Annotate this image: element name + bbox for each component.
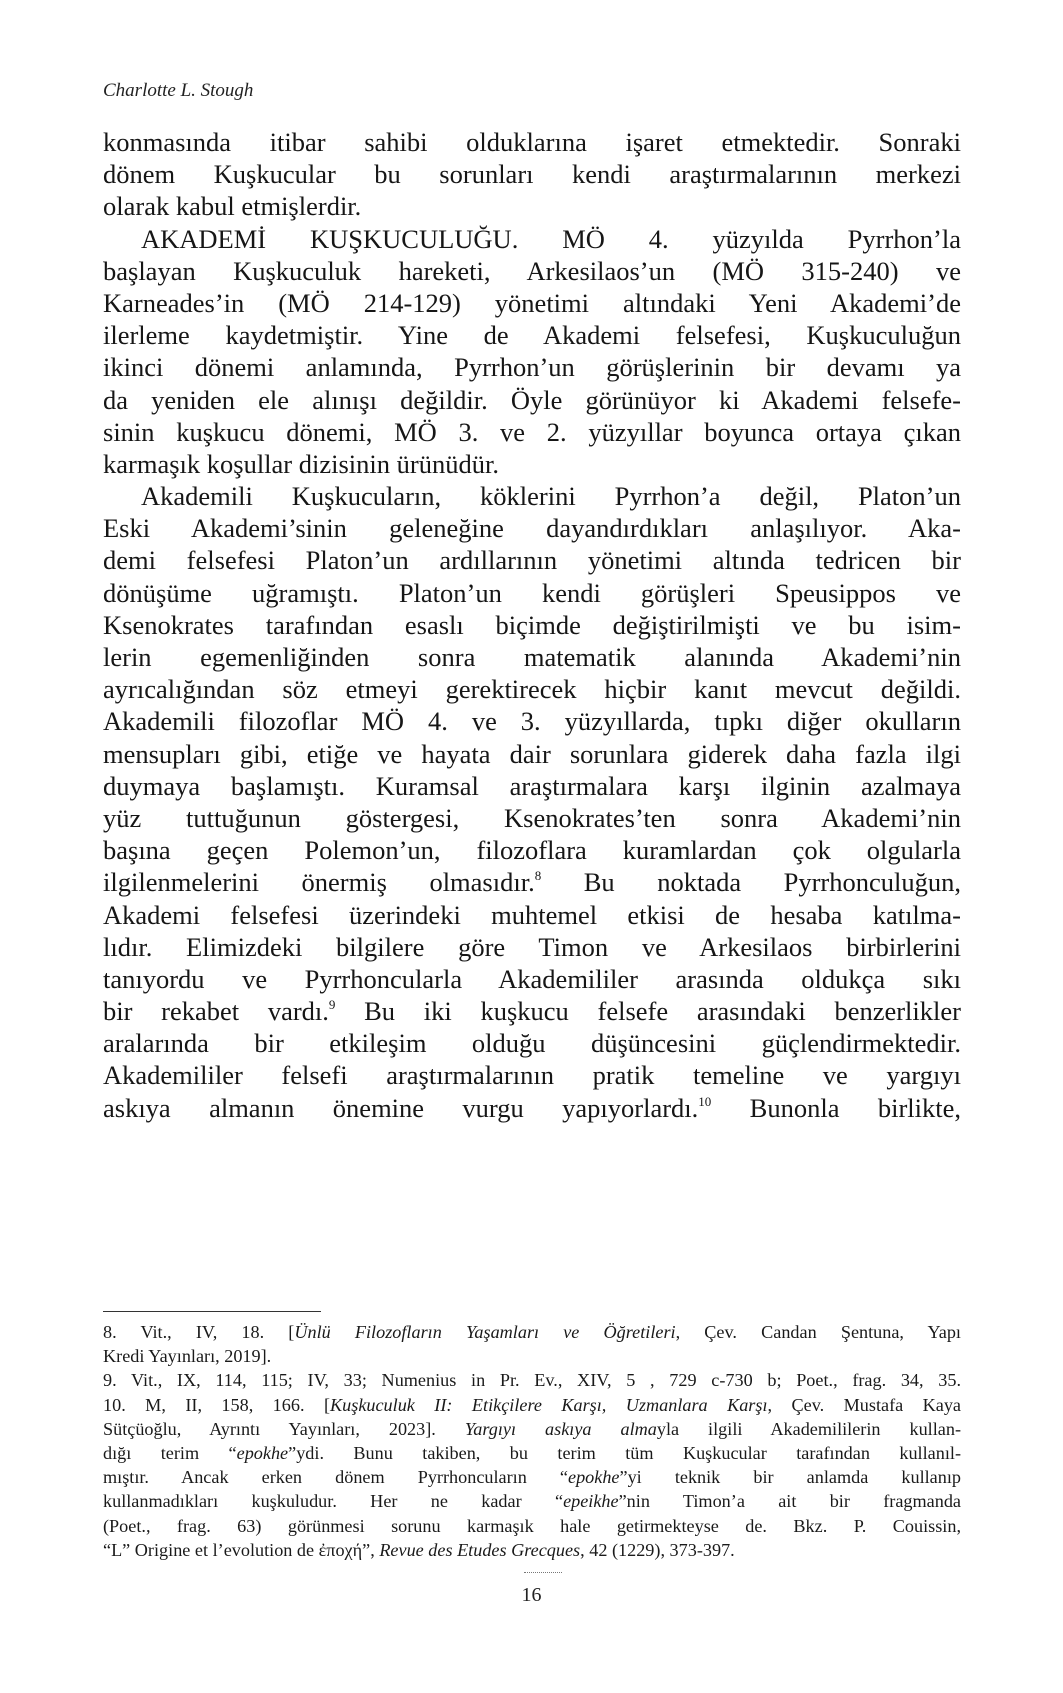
footnote-term: epeikhe: [563, 1491, 619, 1512]
footnote-journal-title: Revue des Etudes Grecques: [379, 1539, 581, 1560]
body-line: mensupları gibi, etiğe ve hayata dair sorunlara giderek daha fazla ilgi: [103, 738, 961, 769]
body-line: lerin egemenliğinden sonra matematik alanında Akademi’nin: [103, 642, 961, 672]
footnote-term: epokhe: [568, 1467, 620, 1488]
section-heading-line: AKADEMİ KUŞKUCULUĞU. MÖ 4. yüzyılda Pyrrhon’la: [141, 223, 961, 254]
footnote-10: [103, 1393, 961, 1417]
footnotes: [103, 1320, 961, 1562]
body-line: Akademili filozoflar MÖ 4. ve 3. yüzyıllarda, tıpkı diğer okulların: [103, 706, 961, 737]
footnote-10-cont: (Poet., frag. 63) görünmesi sorunu karmaşık hale getirmekteyse de. Bkz. P. Couissin,: [103, 1515, 961, 1536]
footnote-10-cont: [103, 1465, 961, 1489]
body-text: [103, 126, 961, 1124]
footnote-text: ”yi teknik bir anlamda kullanıp: [619, 1467, 961, 1488]
folio-ornament: [524, 1572, 562, 1573]
body-line: sinin kuşkucu dönemi, MÖ 3. ve 2. yüzyıllar boyunca ortaya çıkan: [103, 416, 961, 447]
body-line: dönem Kuşkucular bu sorunları kendi araştırmalarının merkezi: [103, 159, 961, 190]
body-line: aralarında bir etkileşim olduğu düşüncesini güçlendirmektedir.: [103, 1028, 961, 1059]
body-line: Akademililer felsefi araştırmalarının pratik temeline ve yargıyı: [103, 1060, 961, 1091]
footnote-term: epokhe: [236, 1442, 289, 1463]
page-number: 16: [521, 1584, 542, 1606]
body-line-text: askıya almanın önemine vurgu yapıyorlardı.: [103, 1092, 699, 1123]
footnote-text: , Çev. Candan Şentuna, Yapı: [675, 1322, 961, 1342]
footnote-text: , 42 (1229), 373-397.: [580, 1539, 735, 1560]
footnote-10-cont: [103, 1441, 961, 1465]
body-line: dönüşüme uğramıştı. Platon’un kendi görüşleri Speusippos ve: [103, 577, 961, 608]
footnote-ref-10[interactable]: 10: [698, 1093, 712, 1109]
body-line: ilerleme kaydetmiştir. Yine de Akademi felsefesi, Kuşkuculuğun: [103, 320, 961, 351]
body-line-with-note-10: [103, 1092, 961, 1124]
body-line: ikinci dönemi anlamında, Pyrrhon’un görüşlerinin bir devamı ya: [103, 352, 961, 383]
footnote-text: 10. M, II, 158, 166. [: [103, 1394, 331, 1415]
body-line-text: Bu iki kuşkucu felsefe arasındaki benzerlikler: [335, 996, 961, 1027]
footnote-text: mıştır. Ancak erken dönem Pyrrhoncuların “: [103, 1467, 568, 1488]
body-line: demi felsefesi Platon’un ardıllarının yönetimi altında tedricen bir: [103, 545, 961, 576]
footnote-8: [103, 1320, 961, 1344]
footnote-text: , Çev. Mustafa Kaya: [767, 1394, 962, 1415]
body-line: Karneades’in (MÖ 214-129) yönetimi altındaki Yeni Akademi’de: [103, 287, 961, 318]
body-line-text: Bunonla birlikte,: [711, 1092, 962, 1123]
body-line: tanıyordu ve Pyrrhoncularla Akademililer arasında oldukça sıkı: [103, 963, 961, 994]
body-line: olarak kabul etmişlerdir.: [103, 191, 362, 222]
body-line: Akademi felsefesi üzerindeki muhtemel etkisi de hesaba katılma-: [103, 899, 961, 930]
footnote-book-title: Ünlü Filozofların Yaşamları ve Öğretileri: [294, 1322, 676, 1342]
footnote-10-cont: [103, 1417, 961, 1441]
body-line-with-note-8: [103, 866, 961, 898]
footnote-8-cont: Kredi Yayınları, 2019].: [103, 1346, 272, 1367]
body-line: ayrıcalığından söz etmeyi gerektirecek hiçbir kanıt mevcut değildi.: [103, 674, 961, 705]
footnote-book-title: Kuşkuculuk II: Etikçilere Karşı, Uzmanlara Karşı: [330, 1394, 768, 1415]
footnote-9: 9. Vit., IX, 114, 115; IV, 33; Numenius in Pr. Ev., XIV, 5 , 729 c-730 b; Poet., frag. 34, 35.: [103, 1370, 961, 1391]
body-line: da yeniden ele alınışı değildir. Öyle görünüyor ki Akademi felsefe-: [103, 384, 961, 415]
body-line: yüz tuttuğunun göstergesi, Ksenokrates’ten sonra Akademi’nin: [103, 802, 961, 833]
running-head-author: Charlotte L. Stough: [103, 80, 254, 101]
footnote-text: Sütçüoğlu, Ayrıntı Yayınları, 2023].: [103, 1418, 465, 1439]
body-line: lıdır. Elimizdeki bilgilere göre Timon ve Arkesilaos birbirlerini: [103, 931, 961, 962]
body-line-text: ilgilenmelerini önermiş olmasıdır.: [103, 867, 535, 898]
footnote-text: ”ydi. Bunu takiben, bu terim tüm Kuşkucular tarafından kullanıl-: [288, 1442, 961, 1463]
footnote-ref-8[interactable]: 8: [534, 868, 542, 884]
footnote-separator: [103, 1311, 321, 1312]
body-line: başına geçen Polemon’un, filozoflara kuramlardan çok olgularla: [103, 835, 961, 866]
footnote-text: 8. Vit., IV, 18. [: [103, 1322, 295, 1342]
footnote-10-cont: [103, 1489, 961, 1513]
footnote-ref-9[interactable]: 9: [328, 997, 336, 1013]
body-line-text: bir rekabet vardı.: [103, 996, 329, 1027]
footnote-text: ”nin Timon’a ait bir fragmanda: [618, 1491, 961, 1512]
body-line: konmasında itibar sahibi olduklarına işaret etmektedir. Sonraki: [103, 127, 961, 157]
body-line: Akademili Kuşkucuların, köklerini Pyrrhon’a değil, Platon’un: [141, 481, 961, 512]
body-line: Eski Akademi’sinin geleneğine dayandırdıkları anlaşılıyor. Aka-: [103, 513, 961, 544]
footnote-text: dığı terim “: [103, 1442, 237, 1463]
body-line: başlayan Kuşkuculuk hareketi, Arkesilaos’un (MÖ 315-240) ve: [103, 255, 961, 286]
body-line-text: Bu noktada Pyrrhonculuğun,: [541, 867, 962, 898]
body-line: duymaya başlamıştı. Kuramsal araştırmalara karşı ilginin azalmaya: [103, 770, 961, 801]
body-line-with-note-9: [103, 995, 961, 1027]
footnote-text: kullanmadıkları kuşkuludur. Her ne kadar “: [103, 1491, 564, 1512]
body-line: Ksenokrates tarafından esaslı biçimde değiştirilmişti ve bu isim-: [103, 609, 961, 640]
footnote-10-cont: [103, 1538, 961, 1562]
body-line: karmaşık koşullar dizisinin ürünüdür.: [103, 448, 499, 479]
footnote-text: yla ilgili Akademililerin kullan-: [656, 1418, 961, 1439]
footnote-text: “L” Origine et l’evolution de ἐποχή”,: [103, 1539, 380, 1560]
footnote-emphasis: Yargıyı askıya alma: [464, 1418, 657, 1439]
